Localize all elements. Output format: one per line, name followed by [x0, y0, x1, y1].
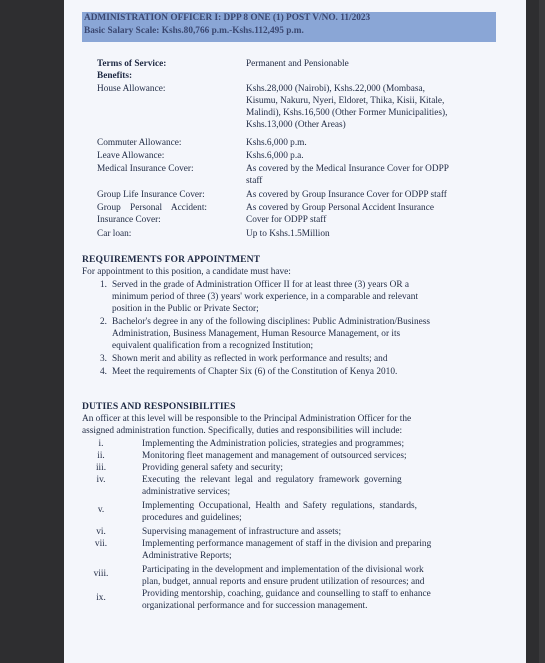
requirement-item [100, 279, 496, 315]
gpa-label [97, 202, 207, 226]
duties-intro-line: An officer at this level will be responsible to the Principal Administration Officer for the [82, 414, 412, 424]
duty-line: Supervising management of infrastructure and assets; [142, 527, 342, 537]
duty-item [82, 438, 498, 450]
duties-intro [82, 413, 497, 437]
duty-number: ix. [96, 593, 106, 603]
house-line: Kshs.28,000 (Nairobi), Kshs.22,000 (Mombasa, [246, 84, 425, 94]
duty-line: Participating in the development and implementation of the divisional work [142, 565, 424, 575]
group-life-value: As covered by Group Insurance Cover for ODPP staff [246, 190, 447, 200]
requirement-number: 4. [100, 367, 107, 377]
medical-line: staff [246, 176, 263, 186]
duties-intro-line: assigned administration function. Specifically, duties and responsibilities will include: [82, 426, 403, 436]
duty-line: plan, budget, annual reports and ensure prudent utilization of resources; and [142, 577, 425, 587]
gpa-line: Cover for ODPP staff [246, 215, 327, 225]
duty-item [82, 500, 498, 524]
requirement-item [100, 366, 496, 378]
duty-number: vii. [94, 539, 108, 549]
duty-item [82, 450, 498, 462]
leave-allowance-value: Kshs.6,000 p.a. [246, 151, 304, 161]
duty-line: Implementing the Administration policies, strategies and programmes; [142, 439, 405, 449]
car-loan-value: Up to Kshs.1.5Million [246, 229, 330, 239]
requirement-line: Served in the grade of Administration Officer II for at least three (3) years OR a [112, 280, 409, 290]
duty-line: Monitoring fleet management and management of outsourced services; [142, 451, 407, 461]
terms-value: Permanent and Pensionable [246, 59, 349, 69]
duty-line: procedures and guidelines; [142, 513, 242, 523]
commuter-allowance-value: Kshs.6,000 p.m. [246, 138, 307, 148]
house-line: Kshs.13,000 (Other Areas) [246, 120, 346, 130]
requirement-number: 3. [100, 354, 107, 364]
gpa-value [246, 202, 434, 226]
duty-line: Implementing performance management of staff in the division and preparing [142, 539, 432, 549]
duty-line: Providing general safety and security; [142, 463, 283, 473]
salary-scale: Basic Salary Scale: Kshs.80,766 p.m.-Kshs.112,495 p.m. [84, 26, 304, 36]
gpa-label-line: Insurance Cover: [97, 215, 161, 225]
duty-item [82, 474, 498, 498]
medical-insurance-label: Medical Insurance Cover: [97, 164, 194, 174]
leave-allowance-label: Leave Allowance: [97, 151, 165, 161]
requirement-line: Meet the requirements of Chapter Six (6) of the Constitution of Kenya 2010. [112, 367, 398, 377]
duty-line: Executing the relevant legal and regulatory framework governing [142, 475, 402, 485]
duty-number: ii. [97, 451, 105, 461]
requirement-number: 1. [100, 280, 107, 290]
commuter-allowance-label: Commuter Allowance: [97, 138, 182, 148]
gpa-line: As covered by Group Personal Accident Insurance [246, 203, 434, 213]
position-title: ADMINISTRATION OFFICER I: DPP 8 ONE (1) POST V/NO. 11/2023 [84, 13, 371, 23]
requirements-list [100, 279, 496, 378]
duty-item [82, 462, 498, 474]
duty-number: iii. [95, 463, 107, 473]
duty-number: v. [97, 505, 105, 515]
benefits-label: Benefits: [97, 71, 133, 81]
requirement-item [100, 353, 496, 365]
duty-line: Administrative Reports; [142, 551, 232, 561]
duty-item [82, 526, 498, 538]
medical-insurance-value [246, 163, 449, 187]
requirements-heading: REQUIREMENTS FOR APPOINTMENT [82, 254, 261, 265]
requirement-number: 2. [100, 317, 107, 327]
requirement-item [100, 316, 496, 352]
duty-number: iv. [96, 475, 106, 485]
gpa-label-line: Group Personal Accident: [97, 203, 207, 213]
terms-label: Terms of Service: [97, 59, 167, 69]
duty-number: viii. [93, 569, 109, 579]
duty-item [82, 538, 498, 562]
duty-line: administrative services; [142, 487, 231, 497]
group-life-label: Group Life Insurance Cover: [97, 190, 205, 200]
house-line: Malindi), Kshs.16,500 (Other Former Municipalities), [246, 108, 448, 118]
house-allowance-value [246, 83, 491, 131]
duty-line: Implementing Occupational, Health and Safety regulations, standards, [142, 501, 417, 511]
duty-line: Providing mentorship, coaching, guidance and counselling to staff to enhance [142, 589, 431, 599]
requirement-line: Bachelor's degree in any of the following disciplines: Public Administration/Business [112, 317, 430, 327]
requirement-line: position in the Public or Private Sector; [112, 304, 259, 314]
house-line: Kisumu, Nakuru, Nyeri, Eldoret, Thika, Kisii, Kitale, [246, 96, 445, 106]
duty-item [82, 588, 498, 612]
requirement-line: minimum period of three (3) years' work experience, in a comparable and relevant [112, 292, 419, 302]
duty-item [82, 564, 498, 588]
document-page [64, 0, 526, 663]
requirements-intro: For appointment to this position, a candidate must have: [82, 267, 291, 277]
requirement-line: Shown merit and ability as reflected in work performance and results; and [112, 354, 388, 364]
header-banner [82, 12, 496, 42]
house-allowance-label: House Allowance: [97, 84, 166, 94]
duty-number: vi. [96, 527, 106, 537]
car-loan-label: Car loan: [97, 229, 132, 239]
requirement-line: equivalent qualification from a recognized Institution; [112, 341, 314, 351]
medical-line: As covered by the Medical Insurance Cover for ODPP [246, 164, 449, 174]
requirement-line: Administration, Business Management, Human Resource Management, or its [112, 329, 401, 339]
window-scrollbar[interactable] [539, 0, 545, 663]
duty-number: i. [98, 439, 104, 449]
duties-list [82, 438, 498, 612]
duties-heading: DUTIES AND RESPONSIBILITIES [82, 401, 236, 412]
duty-line: organizational performance and for succession management. [142, 601, 368, 611]
